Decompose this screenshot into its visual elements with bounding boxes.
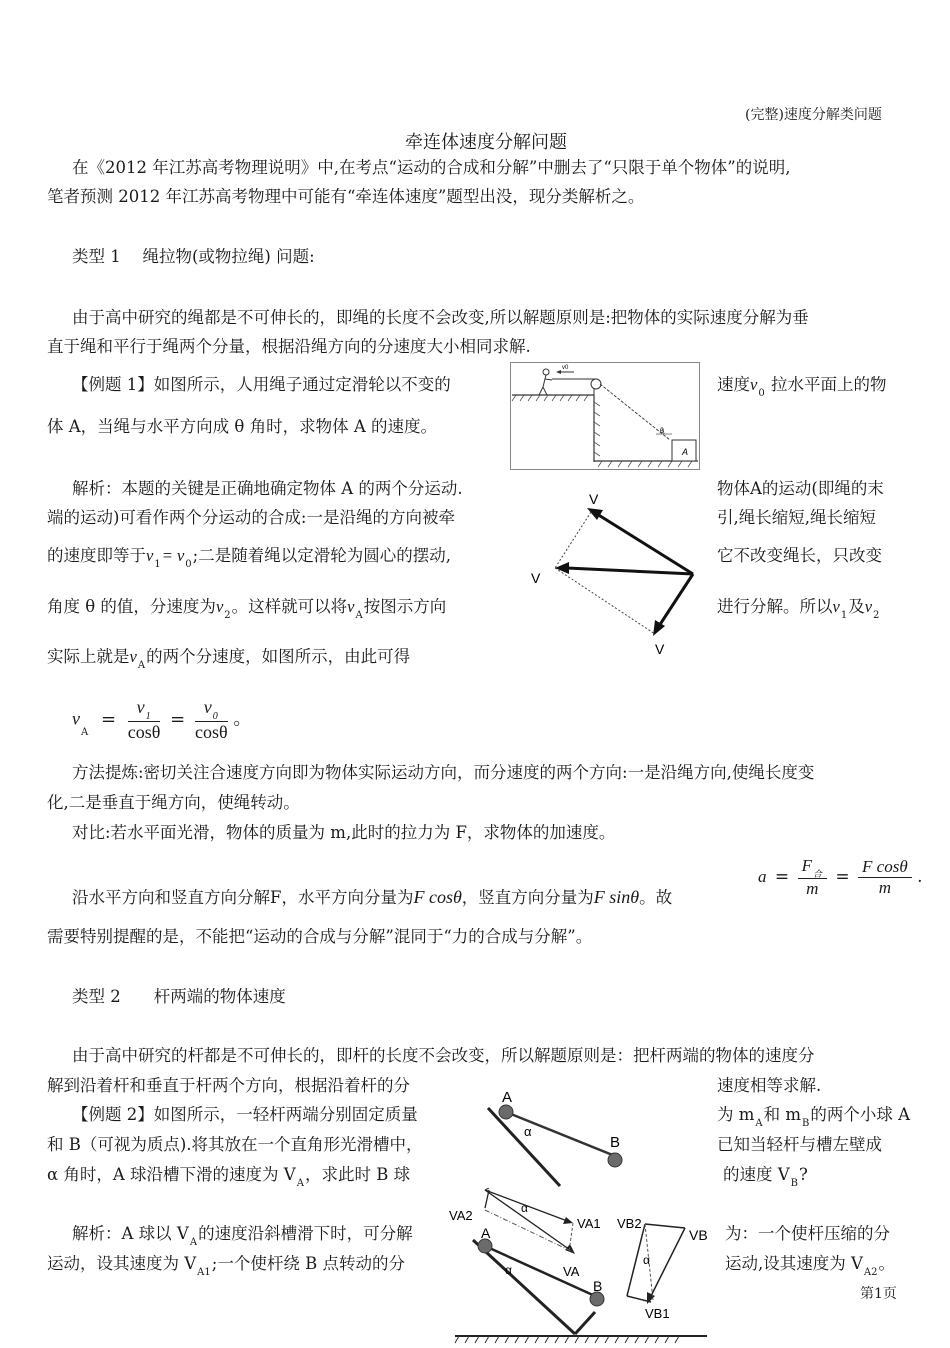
type1-para-line-2: 直于绳和平行于绳两个分量，根据沿绳方向的分速度大小相同求解.	[47, 337, 531, 356]
analysis1-right-3: 它不改变绳长，只改变	[717, 546, 882, 565]
figure4-label-alpha-lower: α	[505, 1263, 512, 1277]
formula-va: $v_A$ = $\frac{v_1}{\cos\theta}$ = $\frac{v_0}{\cos\theta}$ 。	[72, 697, 252, 742]
type1-heading: 类型 1 绳拉物(或物拉绳) 问题:	[72, 247, 315, 266]
figure3-label-b: B	[610, 1134, 621, 1151]
analysis2-left-2: 运动，设其速度为 $V_{A1}$;一个使杆绕 B 点转动的分	[47, 1254, 405, 1278]
figure3-label-a: A	[502, 1090, 513, 1106]
figure4-label-va2: VA2	[449, 1208, 473, 1223]
analysis1-left-3: 的速度即等于$v_1= v_0$;二是随着绳以定滑轮为圆心的摆动,	[47, 546, 451, 570]
analysis2-right-1: 为：一个使杆压缩的分	[725, 1224, 890, 1243]
example2-left-2: 和 B（可视为质点).将其放在一个直角形光滑槽中，	[47, 1135, 423, 1154]
figure1-label-a: A	[682, 447, 689, 457]
header-doc-title: (完整)速度分解类问题	[745, 107, 882, 123]
decomposition-line: 沿水平方向和竖直方向分解F，水平方向分量为F cosθ，竖直方向分量为F sinθ。故	[72, 887, 673, 907]
type1-para-line-1: 由于高中研究的绳都是不可伸长的，即绳的长度不会改变,所以解题原则是:把物体的实际速度分解为垂	[72, 308, 809, 327]
example2-right-2: 已知当轻杆与槽左壁成	[717, 1135, 882, 1154]
example2-right-3: 的速度 $V_B$?	[723, 1165, 808, 1189]
figure2-label-left: V	[531, 570, 541, 586]
analysis1-left-2: 端的运动)可看作两个分运动的合成:一是沿绳的方向被牵	[47, 508, 455, 527]
example1-line-2: 体 A，当绳与水平方向成 θ 角时，求物体 A 的速度。	[47, 417, 437, 436]
example1-text-left: 【例题 1】如图所示，人用绳子通过定滑轮以不变的	[72, 375, 451, 394]
analysis1-left-5: 实际上就是$v_A$的两个分速度，如图所示，由此可得	[47, 647, 411, 671]
page-title: 牵连体速度分解问题	[405, 132, 567, 153]
figure1-label-theta: θ	[660, 428, 664, 435]
type2-para-line-1: 由于高中研究的杆都是不可伸长的，即杆的长度不会改变，所以解题原则是：把杆两端的物体的速度分	[72, 1046, 815, 1065]
figure3-label-alpha: α	[524, 1124, 532, 1139]
analysis1-left-4: 角度 θ 的值，分速度为$v_2$。这样就可以将$v_A$按图示方向	[47, 597, 447, 621]
analysis1-left-1: 解析：本题的关键是正确地确定物体 A 的两个分运动.	[72, 479, 463, 498]
page-number: 第1页	[860, 1286, 897, 1302]
analysis2-right-2: 运动,设其速度为 $V_{A2}$。	[725, 1254, 895, 1278]
figure4-label-vb: VB	[689, 1227, 708, 1243]
figure4-label-alpha-right: α	[643, 1253, 650, 1267]
type2-heading: 类型 2 杆两端的物体速度	[72, 987, 286, 1006]
figure-pulley-diagram	[510, 362, 700, 470]
figure4-label-b: B	[593, 1278, 603, 1294]
note-line: 需要特别提醒的是，不能把“运动的合成与分解”混同于“力的合成与分解”。	[47, 927, 593, 946]
type2-para-left-2: 解到沿着杆和垂直于杆两个方向，根据沿着杆的分	[47, 1076, 410, 1095]
analysis1-right-1: 物体A的运动(即绳的末	[717, 479, 884, 498]
example2-right-1: 为 $m_A$和 $m_B$的两个小球 A	[717, 1105, 911, 1129]
analysis2-left-1: 解析：A 球以 $V_A$的速度沿斜槽滑下时，可分解	[72, 1224, 413, 1248]
example2-left-1: 【例题 2】如图所示，一轻杆两端分别固定质量	[72, 1105, 418, 1124]
method-line-1: 方法提炼:密切关注合速度方向即为物体实际运动方向，而分速度的两个方向:一是沿绳方向,使绳长度变	[72, 763, 815, 782]
analysis1-right-4: 进行分解。所以$v_1$及$v_2$	[717, 597, 880, 621]
type2-para-right-2: 速度相等求解.	[717, 1076, 822, 1095]
figure-velocity-decomposition	[525, 488, 705, 668]
method-line-2: 化,二是垂直于绳方向，使绳转动。	[47, 793, 300, 812]
figure2-label-bottom: V	[655, 641, 665, 657]
formula-acceleration: a = $\frac{F_合}{m}$ = $\frac{\text{F cosθ}}{m}$ .	[758, 856, 923, 898]
figure4-label-va: VA	[563, 1264, 580, 1279]
intro-line-1: 在《2012 年江苏高考物理说明》中,在考点“运动的合成和分解”中删去了“只限于单个物体”的说明,	[72, 158, 791, 177]
compare-line: 对比:若水平面光滑，物体的质量为 m,此时的拉力为 F，求物体的加速度。	[72, 823, 616, 842]
figure4-label-a: A	[481, 1225, 491, 1241]
figure4-label-alpha-upper: α	[521, 1201, 528, 1215]
figure-rod-velocity-decomposition	[445, 1188, 713, 1344]
figure4-label-vb1: VB1	[645, 1306, 670, 1321]
example1-text-right: 速度$v_0$ 拉水平面上的物	[717, 375, 887, 399]
figure2-label-top: V	[589, 491, 599, 507]
intro-line-2: 笔者预测 2012 年江苏高考物理中可能有“牵连体速度”题型出没，现分类解析之。	[47, 187, 645, 206]
figure4-label-va1: VA1	[577, 1216, 601, 1231]
figure4-label-vb2: VB2	[617, 1216, 642, 1231]
analysis1-right-2: 引,绳长缩短,绳长缩短	[717, 508, 876, 527]
figure1-label-v0: v0	[562, 365, 569, 371]
figure-rod-in-groove	[470, 1090, 702, 1190]
example2-left-3: α 角时，A 球沿槽下滑的速度为 $V_A$，求此时 B 球	[47, 1165, 411, 1189]
